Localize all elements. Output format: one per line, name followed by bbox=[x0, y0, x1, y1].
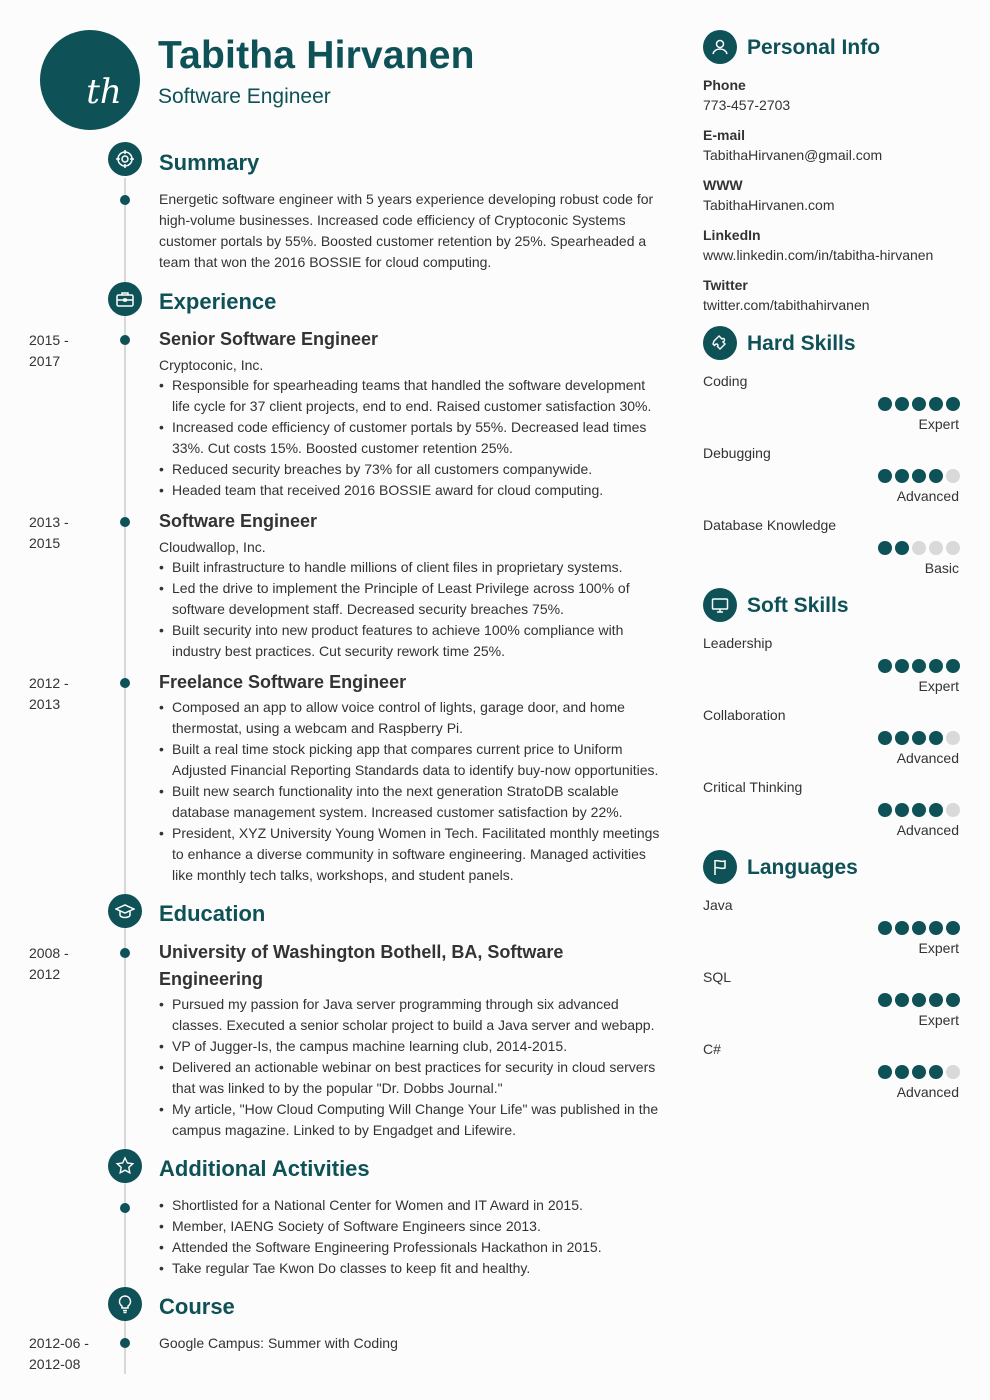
user-icon bbox=[703, 30, 737, 64]
list-item: • Built infrastructure to handle millions of client files in proprietary systems. bbox=[159, 557, 664, 578]
rating-dot-filled bbox=[929, 659, 943, 673]
activities-bullets bbox=[159, 1195, 664, 1279]
language-level: Expert bbox=[918, 1012, 959, 1028]
rating-dot-filled bbox=[878, 1065, 892, 1079]
languages-heading: Languages bbox=[747, 856, 858, 879]
rating-dot-filled bbox=[946, 397, 960, 411]
skill-name: Leadership bbox=[703, 635, 773, 651]
email-label: E-mail bbox=[703, 127, 746, 143]
list-item: • Built security into new product features to achieve 100% compliance with industry best practices. Cut security rework time 25%. bbox=[159, 620, 664, 662]
language-level: Advanced bbox=[896, 1084, 959, 1100]
rating-dot-filled bbox=[912, 659, 926, 673]
rating-dot-filled bbox=[929, 803, 943, 817]
rating-dot-filled bbox=[912, 731, 926, 745]
rating-dot-filled bbox=[895, 541, 909, 555]
rating-dot-empty bbox=[946, 541, 960, 555]
rating-dot-empty bbox=[912, 541, 926, 555]
rating-dot-filled bbox=[946, 921, 960, 935]
puzzle-icon bbox=[703, 326, 737, 360]
skill-rating bbox=[878, 469, 960, 483]
education-heading: Education bbox=[159, 901, 266, 926]
list-item: • President, XYZ University Young Women in Tech. Facilitated monthly meetings to enhance a diverse community in software engineering. Managed activities like monthly tech talks, workshops, and student panels. bbox=[159, 823, 664, 886]
rating-dot-filled bbox=[929, 469, 943, 483]
personal-info-heading: Personal Info bbox=[747, 36, 881, 59]
rating-dot-empty bbox=[929, 541, 943, 555]
activities-heading: Additional Activities bbox=[159, 1156, 370, 1181]
skill-level: Basic bbox=[924, 560, 959, 576]
rating-dot-filled bbox=[878, 803, 892, 817]
rating-dot-filled bbox=[895, 397, 909, 411]
language-name: Java bbox=[703, 897, 733, 913]
skill-level: Expert bbox=[918, 678, 959, 694]
twitter-label: Twitter bbox=[703, 277, 748, 293]
list-item: • My article, "How Cloud Computing Will Change Your Life" was published in the campus magazine. Linked to by Engadget and Lifewire. bbox=[159, 1099, 664, 1141]
degree-title: University of Washington Bothell, BA, Software Engineering bbox=[159, 942, 564, 989]
language-name: SQL bbox=[703, 969, 732, 985]
rating-dot-filled bbox=[929, 731, 943, 745]
skill-level: Advanced bbox=[896, 488, 959, 504]
monitor-icon bbox=[703, 588, 737, 622]
rating-dot-filled bbox=[878, 993, 892, 1007]
rating-dot-filled bbox=[929, 1065, 943, 1079]
language-rating bbox=[878, 1065, 960, 1079]
skill-name: Collaboration bbox=[703, 707, 786, 723]
education-bullets bbox=[159, 994, 664, 1141]
course-date: 2012-06 - 2012-08 bbox=[29, 1335, 89, 1372]
rating-dot-filled bbox=[878, 397, 892, 411]
list-item: • Attended the Software Engineering Professionals Hackathon in 2015. bbox=[159, 1237, 664, 1258]
timeline-line bbox=[124, 178, 126, 1374]
hard-skills-heading: Hard Skills bbox=[747, 332, 856, 355]
skill-rating bbox=[878, 731, 960, 745]
skill-rating bbox=[878, 541, 960, 555]
rating-dot-filled bbox=[878, 659, 892, 673]
list-item: • Shortlisted for a National Center for Women and IT Award in 2015. bbox=[159, 1195, 664, 1216]
list-item: • Member, IAENG Society of Software Engineers since 2013. bbox=[159, 1216, 664, 1237]
job-date: 2012 - 2013 bbox=[29, 675, 69, 712]
rating-dot-empty bbox=[946, 731, 960, 745]
timeline-dot bbox=[120, 1338, 130, 1348]
phone-label: Phone bbox=[703, 77, 746, 93]
timeline-dot bbox=[120, 195, 130, 205]
list-item: • Delivered an actionable webinar on best practices for security in cloud servers that was linked to by the popular "Dr. Dobbs Journal." bbox=[159, 1057, 664, 1099]
summary-heading: Summary bbox=[159, 150, 260, 175]
linkedin-value[interactable]: www.linkedin.com/in/tabitha-hirvanen bbox=[703, 247, 934, 263]
candidate-name: Tabitha Hirvanen bbox=[158, 34, 475, 77]
list-item: • Pursued my passion for Java server programming through six advanced classes. Executed a senior scholar project to build a Java server and webapp. bbox=[159, 994, 664, 1036]
rating-dot-filled bbox=[895, 803, 909, 817]
rating-dot-empty bbox=[946, 803, 960, 817]
rating-dot-filled bbox=[895, 1065, 909, 1079]
timeline-dot bbox=[120, 678, 130, 688]
rating-dot-filled bbox=[912, 921, 926, 935]
flag-icon bbox=[703, 850, 737, 884]
skill-name: Database Knowledge bbox=[703, 517, 837, 533]
job-date: 2015 - 2017 bbox=[29, 332, 69, 369]
skill-rating bbox=[878, 803, 960, 817]
course-heading: Course bbox=[159, 1294, 235, 1319]
rating-dot-filled bbox=[878, 469, 892, 483]
candidate-title: Software Engineer bbox=[158, 85, 331, 108]
list-item: • Reduced security breaches by 73% for all customers companywide. bbox=[159, 459, 664, 480]
rating-dot-empty bbox=[946, 469, 960, 483]
rating-dot-filled bbox=[878, 731, 892, 745]
skill-rating bbox=[878, 397, 960, 411]
twitter-value[interactable]: twitter.com/tabithahirvanen bbox=[703, 297, 870, 313]
rating-dot-filled bbox=[929, 993, 943, 1007]
language-rating bbox=[878, 993, 960, 1007]
email-value[interactable]: TabithaHirvanen@gmail.com bbox=[703, 147, 883, 163]
timeline-dot bbox=[120, 517, 130, 527]
skill-level: Advanced bbox=[896, 750, 959, 766]
skill-name: Critical Thinking bbox=[703, 779, 803, 795]
rating-dot-filled bbox=[912, 469, 926, 483]
rating-dot-filled bbox=[912, 1065, 926, 1079]
star-icon bbox=[108, 1149, 142, 1183]
graduation-cap-icon bbox=[108, 894, 142, 928]
rating-dot-filled bbox=[895, 659, 909, 673]
rating-dot-filled bbox=[912, 397, 926, 411]
soft-skills-heading: Soft Skills bbox=[747, 594, 849, 617]
rating-dot-empty bbox=[946, 1065, 960, 1079]
job-company: Cryptoconic, Inc. bbox=[159, 357, 264, 373]
job-bullets bbox=[159, 375, 664, 501]
education-date: 2008 - 2012 bbox=[29, 945, 69, 982]
job-company: Cloudwallop, Inc. bbox=[159, 539, 266, 555]
list-item: • Increased code efficiency of customer portals by 55%. Decreased lead times 33%. Cut costs 15%. Boosted customer retention 25%. bbox=[159, 417, 664, 459]
www-label: WWW bbox=[703, 177, 743, 193]
experience-heading: Experience bbox=[159, 289, 277, 314]
lightbulb-icon bbox=[108, 1287, 142, 1321]
job-title: Software Engineer bbox=[159, 511, 318, 531]
skill-level: Expert bbox=[918, 416, 959, 432]
job-bullets bbox=[159, 697, 664, 886]
list-item: • VP of Jugger-Is, the campus machine learning club, 2014-2015. bbox=[159, 1036, 664, 1057]
job-title: Senior Software Engineer bbox=[159, 329, 379, 349]
timeline-dot bbox=[120, 335, 130, 345]
www-value[interactable]: TabithaHirvanen.com bbox=[703, 197, 835, 213]
list-item: • Responsible for spearheading teams that handled the software development life cycle for 37 client projects, end to end. Raised customer satisfaction 30%. bbox=[159, 375, 664, 417]
course-text: Google Campus: Summer with Coding bbox=[159, 1335, 398, 1351]
rating-dot-filled bbox=[912, 993, 926, 1007]
skill-name: Coding bbox=[703, 373, 748, 389]
list-item: • Built a real time stock picking app that compares current price to Uniform Adjusted Financial Reporting Standards data to identify buy-now opportunities. bbox=[159, 739, 664, 781]
rating-dot-filled bbox=[878, 541, 892, 555]
language-name: C# bbox=[703, 1041, 721, 1057]
phone-value: 773-457-2703 bbox=[703, 97, 791, 113]
rating-dot-filled bbox=[946, 659, 960, 673]
rating-dot-filled bbox=[929, 397, 943, 411]
briefcase-icon bbox=[108, 282, 142, 316]
language-rating bbox=[878, 921, 960, 935]
rating-dot-filled bbox=[946, 993, 960, 1007]
list-item: • Built new search functionality into the next generation StratoDB scalable database management system. Increased customer satisfaction by 22%. bbox=[159, 781, 664, 823]
linkedin-label: LinkedIn bbox=[703, 227, 761, 243]
rating-dot-filled bbox=[895, 993, 909, 1007]
rating-dot-filled bbox=[895, 921, 909, 935]
skill-level: Advanced bbox=[896, 822, 959, 838]
list-item: • Headed team that received 2016 BOSSIE award for cloud computing. bbox=[159, 480, 664, 501]
job-bullets bbox=[159, 557, 664, 662]
list-item: • Take regular Tae Kwon Do classes to keep fit and healthy. bbox=[159, 1258, 664, 1279]
list-item: • Composed an app to allow voice control of lights, garage door, and home thermostat, using a webcam and Raspberry Pi. bbox=[159, 697, 664, 739]
skill-rating bbox=[878, 659, 960, 673]
list-item: • Led the drive to implement the Principle of Least Privilege across 100% of software development staff. Decreased security breaches 75%. bbox=[159, 578, 664, 620]
summary-text: Energetic software engineer with 5 years experience developing robust code for high-volume businesses. Increased code efficiency of Cryptoconic Systems customer portals by 55%. Boosted customer retention by 25%. Spearheaded a team that won the 2016 BOSSIE for cloud computing. bbox=[159, 191, 654, 270]
skill-name: Debugging bbox=[703, 445, 771, 461]
rating-dot-filled bbox=[929, 921, 943, 935]
target-icon bbox=[108, 142, 142, 176]
language-level: Expert bbox=[918, 940, 959, 956]
rating-dot-filled bbox=[895, 731, 909, 745]
timeline-dot bbox=[120, 948, 130, 958]
rating-dot-filled bbox=[878, 921, 892, 935]
job-date: 2013 - 2015 bbox=[29, 514, 69, 551]
rating-dot-filled bbox=[912, 803, 926, 817]
rating-dot-filled bbox=[895, 469, 909, 483]
job-title: Freelance Software Engineer bbox=[159, 672, 407, 692]
timeline-dot bbox=[120, 1203, 130, 1213]
monogram-avatar: th bbox=[40, 30, 140, 130]
